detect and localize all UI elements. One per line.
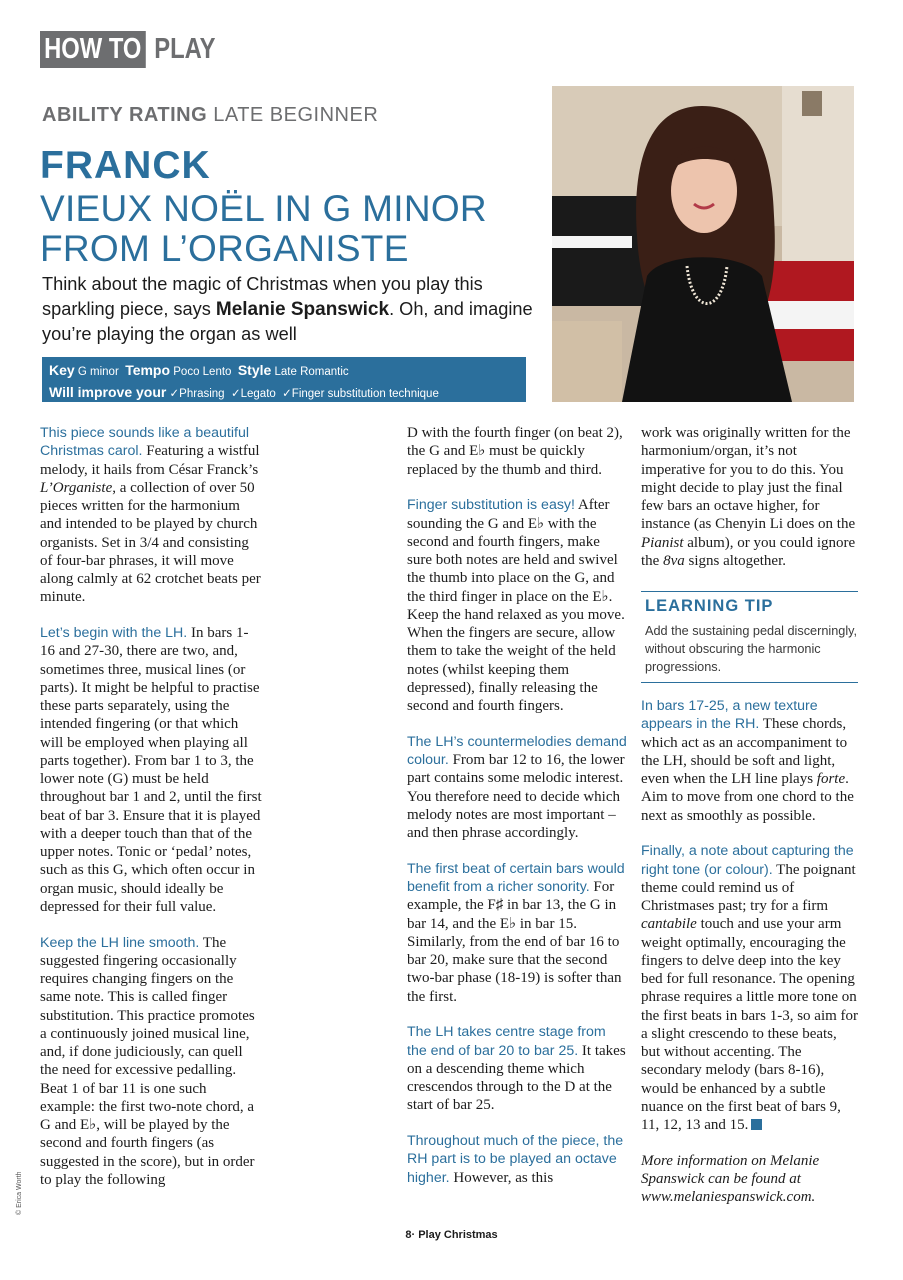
more-info-text: More information on Melanie Spanswick can be found at www.melaniespanswick.com. [641, 1152, 820, 1206]
improve-row [49, 382, 526, 404]
standfirst-text-end: . Oh, and imagine you’re playing the organ as well [42, 298, 533, 344]
author-name: Melanie Spanswick [215, 298, 390, 320]
paragraph-text: In bars 1-16 and 27-30, there are two, and, sometimes three, musical lines (or parts). It might be helpful to practise these parts separately, using the intended fingering (or that which will be employed when playing all parts together). From bar 1 to 3, the lower note (G) must be held throughout bar 1 and 2, until the first beat of bar 3. Ensure that it is played with a deeper touch than that of the upper notes. Tonic or ‘pedal’ notes, such as this G, which often occur in organ music, should ideally be depressed for their full value. [40, 625, 262, 915]
paragraph-lead: Keep the LH line smooth. [40, 934, 200, 951]
learning-tip-heading: LEARNING TIP [645, 597, 774, 615]
paragraph [407, 424, 627, 479]
column-2 [407, 424, 627, 1204]
paragraph [40, 624, 262, 916]
pianist-photo [552, 86, 854, 402]
learning-tip-box [641, 591, 858, 683]
paragraph-italic: cantabile [641, 916, 697, 933]
page-footer [0, 1229, 903, 1241]
paragraph-lead: The first beat of certain bars would benefit from a richer sonority. [407, 860, 625, 895]
ability-label: ABILITY RATING [42, 104, 208, 126]
paragraph [407, 496, 627, 715]
footer-separator: · [411, 1229, 416, 1241]
paragraph-text: touch and use your arm weight optimally, encouraging the fingers to delve deep into the key bed for full resonance. The opening phrase requires a little more tone on the first beats in bars 1-3, so aim for a slight crescendo to these beats, but without accenting. The secondary melody (bars 8-16), would be enhanced by a subtle nuance on the first beat of bars 9, 11, 12, 13 and 15. [641, 916, 859, 1133]
standfirst-text: Think about the magic of Christmas when you play this sparkling piece, says [42, 274, 483, 319]
paragraph-italic: L’Organiste [40, 479, 113, 496]
paragraph-text: For example, the F♯ in bar 13, the G in bar 14, and the E♭ in bar 15. Similarly, from the end of bar 16 to bar 20, make sure that the second two-bar phase (18-19) is softer than the first. [407, 879, 622, 1005]
improve-item: ✓Finger substitution technique [282, 388, 439, 400]
ability-rating [42, 104, 378, 127]
title-line-2: FROM L’ORGANISTE [40, 228, 409, 269]
tempo-value: Poco Lento [173, 366, 232, 378]
end-mark-icon [751, 1119, 762, 1130]
page-number: 8 [405, 1229, 412, 1241]
paragraph [40, 424, 262, 607]
paragraph-text: . Aim to move from one chord to the next as smoothly as possible. [641, 771, 854, 824]
paragraph-italic: 8va [663, 552, 685, 569]
paragraph-text: work was originally written for the harmonium/organ, it’s not imperative for you to do this. You might decide to play just the final few bars an octave higher, for instance (as Chenyin Li does on the [641, 425, 856, 533]
paragraph-italic: forte [816, 771, 846, 787]
masthead-play: PLAY [153, 33, 216, 65]
magazine-title: Play Christmas [418, 1229, 498, 1241]
style-value: Late Romantic [274, 366, 349, 378]
paragraph [641, 697, 859, 825]
paragraph-text: However, as this [449, 1169, 554, 1186]
column-3 [641, 424, 859, 588]
key-label: Key [49, 362, 75, 378]
key-row [49, 360, 526, 382]
key-info-bar [42, 357, 526, 402]
paragraph-lead: Finally, a note about capturing the right tone (or colour). [641, 843, 854, 878]
improve-item: ✓Legato [230, 388, 276, 400]
masthead [40, 31, 229, 68]
photo-credit: © Erica Worth [16, 1171, 23, 1215]
paragraph-lead: Finger substitution is easy! [407, 497, 575, 514]
paragraph-lead: The LH takes centre stage from the end of bar 20 to bar 25. [407, 1024, 606, 1059]
title-line-1: VIEUX NOËL IN G MINOR [40, 188, 487, 229]
standfirst [42, 272, 542, 347]
column-1 [40, 424, 262, 1207]
paragraph [407, 860, 627, 1006]
paragraph-italic: Pianist [641, 534, 684, 551]
paragraph-text: These chords, which act as an accompaniment to the LH, should be soft and light, even when the LH line plays [641, 716, 848, 787]
paragraph-lead: In bars 17-25, a new texture appears in the RH. [641, 698, 818, 733]
paragraph-text: Featuring a wistful melody, it hails from César Franck’s [40, 443, 260, 478]
paragraph [641, 424, 859, 570]
paragraph-text: The poignant theme could remind us of Christmases past; try for a firm [641, 861, 856, 914]
improve-item: ✓Phrasing [169, 388, 225, 400]
paragraph-text: signs altogether. [684, 552, 786, 569]
paragraph-text: , a collection of over 50 pieces written for the harmonium and intended to be played by church organists. Set in 3/4 and consisting of four-bar phrases, it will move along calmly at 62 crotchet beats per minute. [40, 479, 261, 606]
column-3-lower [641, 697, 859, 1224]
ability-value: LATE BEGINNER [213, 104, 379, 126]
learning-tip-text: Add the sustaining pedal discerningly, without obscuring the harmonic progressions. [645, 624, 858, 674]
paragraph [407, 1132, 627, 1187]
paragraph [40, 934, 262, 1190]
composer-heading: FRANCK [40, 144, 211, 187]
style-label: Style [237, 362, 272, 378]
paragraph [407, 733, 627, 843]
piece-title [40, 189, 550, 269]
paragraph-lead: Throughout much of the piece, the RH part is to be played an octave higher. [407, 1133, 624, 1186]
paragraph-text: From bar 12 to 16, the lower part contains some melodic interest. You therefore need to decide which melody notes are most important – and then phrase accordingly. [407, 752, 625, 841]
paragraph-text: After sounding the G and E♭ with the second and fourth fingers, make sure both notes are held and swivel the thumb into place on the G, and the third finger in place on the E♭. Keep the hand relaxed as you move. When the fingers are secure, allow them to take the weight of the held notes (whilst keeping them depressed), finally releasing the second and fourth fingers. [407, 497, 625, 714]
paragraph-lead: This piece sounds like a beautiful Christmas carol. [40, 425, 249, 460]
paragraph-text: The suggested fingering occasionally requires changing fingers on the same note. This is called finger substitution. This practice promotes a continuously joined musical line, and, if done judiciously, can quell the need for excessive pedalling. Beat 1 of bar 11 is one such example: the first two-note chord, a G and E♭, will be played by the second and fourth fingers (as suggested in the score), but in order to play the following [40, 934, 255, 1188]
paragraph-text: D with the fourth finger (on beat 2), the G and E♭ must be quickly replaced by the thumb and third. [407, 425, 623, 478]
paragraph [641, 842, 859, 1134]
paragraph-text: It takes on a descending theme which crescendos through to the D at the start of bar 25. [407, 1042, 626, 1114]
paragraph-lead: The LH’s countermelodies demand colour. [407, 733, 627, 768]
paragraph-text: album), or you could ignore the [641, 534, 856, 569]
key-value: G minor [77, 366, 119, 378]
paragraph [407, 1023, 627, 1114]
more-info [641, 1152, 859, 1207]
improve-label: Will improve your [49, 384, 167, 400]
masthead-how-to: HOW TO [40, 31, 146, 68]
tempo-label: Tempo [125, 362, 171, 378]
paragraph-lead: Let’s begin with the LH. [40, 625, 188, 641]
